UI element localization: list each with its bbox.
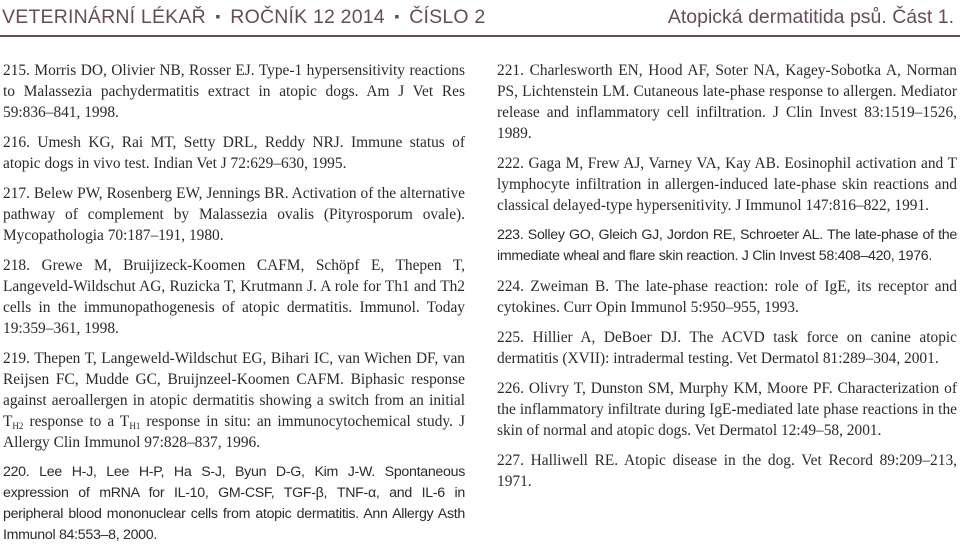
journal-title <box>2 6 485 29</box>
reference-225: 225. Hillier A, DeBoer DJ. The ACVD task force on canine atopic dermatitis (XVII): intradermal testing. Vet Dermatol 81:289–304, 2001. <box>497 329 957 367</box>
reference-219-text-middle: response to a T <box>23 413 130 430</box>
reference-217: 217. Belew PW, Rosenberg EW, Jennings BR. Activation of the alternative pathway of complement by Malassezia ovalis (Pityrosporum ovale). Mycopathologia 70:187–191, 1980. <box>3 185 465 244</box>
journal-name: VETERINÁRNÍ LÉKAŘ <box>2 6 206 28</box>
reference-222: 222. Gaga M, Frew AJ, Varney VA, Kay AB. Eosinophil activation and T lymphocyte infiltration in allergen-induced late-phase skin reactions and classical delayed-type hypersenitivity. J Immunol 147:816–822, 1991. <box>497 155 957 214</box>
reference-216: 216. Umesh KG, Rai MT, Setty DRL, Reddy NRJ. Immune status of atopic dogs in vivo test. Indian Vet J 72:629–630, 1995. <box>3 134 465 172</box>
subscript-h2: H2 <box>12 421 24 431</box>
header-rule <box>0 35 960 37</box>
subscript-h1: H1 <box>129 421 141 431</box>
page-header <box>0 0 960 36</box>
reference-215: 215. Morris DO, Olivier NB, Rosser EJ. Type-1 hypersensitivity reactions to Malassezia pachydermatitis extract in atopic dogs. Am J Vet Res 59:836–841, 1998. <box>3 62 465 121</box>
running-title: Atopická dermatitida psů. Část 1. <box>667 6 954 28</box>
reference-223: 223. Solley GO, Gleich GJ, Jordon RE, Schroeter AL. The late-phase of the immediate wheal and flare skin reaction. J Clin Invest 58:408–420, 1976. <box>497 227 957 264</box>
separator-square-icon: ▪ <box>215 8 221 24</box>
reference-219 <box>3 348 465 453</box>
reference-220: 220. Lee H-J, Lee H-P, Ha S-J, Byun D-G, Kim J-W. Spontaneous expression of mRNA for IL-10, GM-CSF, TGF-β, TNF-α, and IL-6 in peripheral blood mononuclear cells from atopic dermatitis. Ann Allergy Asth Immunol 84:553–8, 2000. <box>3 464 465 543</box>
reference-227: 227. Halliwell RE. Atopic disease in the dog. Vet Record 89:209–213, 1971. <box>497 452 957 490</box>
reference-219-text-before: 219. Thepen T, Langeweld-Wildschut EG, Bihari IC, van Wichen DF, van Reijsen FC, Mudde GC, Bruijnzeel-Koomen CAFM. Biphasic response against aeroallergen in atopic dermatitis showing a switch from an initial T <box>3 350 465 430</box>
references-right-column <box>497 60 957 501</box>
reference-226: 226. Olivry T, Dunston SM, Murphy KM, Moore PF. Characterization of the inflammatory infiltrate during IgE-mediated late phase reactions in the skin of normal and atopic dogs. Vet Dermatol 12:49–58, 2001. <box>497 380 957 439</box>
references-left-column <box>3 60 465 555</box>
reference-219-text-after: response in situ: an immunocytochemical study. J Allergy Clin Immunol 97:828–837, 1996. <box>3 413 465 451</box>
separator-square-icon: ▪ <box>394 8 400 24</box>
journal-volume: ROČNÍK 12 2014 <box>230 6 385 28</box>
reference-221: 221. Charlesworth EN, Hood AF, Soter NA, Kagey-Sobotka A, Norman PS, Lichtenstein LM. Cutaneous late-phase response to allergen. Mediator release and inflammatory cell infiltration. J Clin Invest 83:1519–1526, 1989. <box>497 62 957 142</box>
journal-issue: ČÍSLO 2 <box>409 6 486 28</box>
reference-218: 218. Grewe M, Bruijizeck-Koomen CAFM, Schöpf E, Thepen T, Langeveld-Wildschut AG, Ruzicka T, Krutmann J. A role for Th1 and Th2 cells in the immunopathogenesis of atopic dermatitis. Immunol. Today 19:359–361, 1998. <box>3 257 465 337</box>
reference-224: 224. Zweiman B. The late-phase reaction: role of IgE, its receptor and cytokines. Curr Opin Immunol 5:950–955, 1993. <box>497 278 957 316</box>
